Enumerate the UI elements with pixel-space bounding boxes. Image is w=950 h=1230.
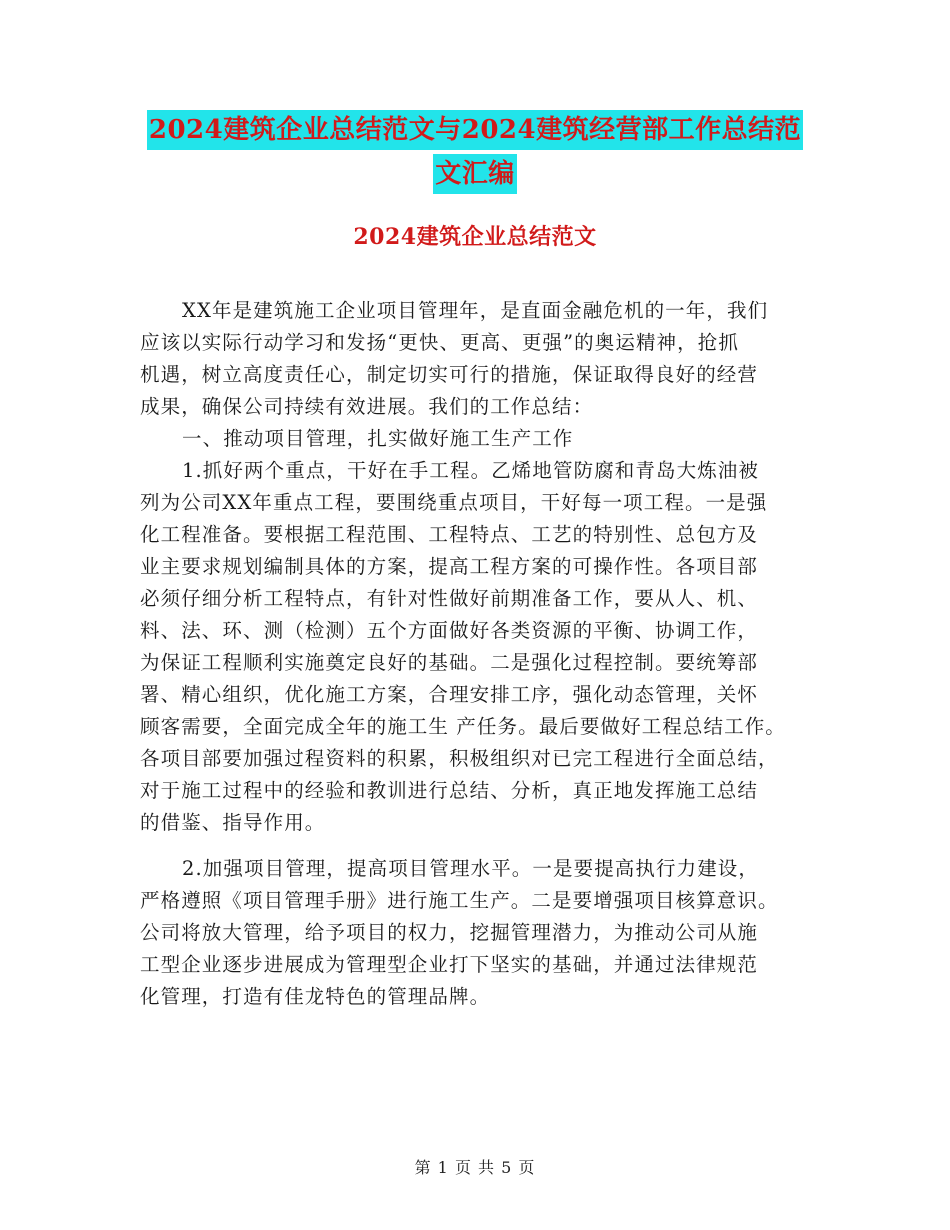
text-line: 化管理，打造有佳龙特色的管理品牌。 [140, 985, 491, 1008]
title-line-1: 2024建筑企业总结范文与2024建筑经营部工作总结范 [147, 110, 803, 150]
text-line: 业主要求规划编制具体的方案，提高工程方案的可操作性。各项目部 [140, 555, 759, 578]
text-line: 应该以实际行动学习和发扬“更快、更高、更强”的奥运精神，抢抓 [140, 331, 739, 354]
text-line: 机遇，树立高度责任心，制定切实可行的措施，保证取得良好的经营 [140, 363, 759, 386]
heading-1: 一、推动项目管理，扎实做好施工生产工作 [182, 427, 574, 450]
paragraph-2 [140, 455, 820, 839]
title-line-2: 文汇编 [433, 154, 517, 194]
section-title: 2024建筑企业总结范文 [353, 224, 597, 250]
page-footer: 第 1 页 共 5 页 [414, 1158, 536, 1177]
paragraph-3 [140, 853, 820, 1013]
text-line: XX年是建筑施工企业项目管理年，是直面金融危机的一年，我们 [182, 299, 769, 322]
text-line: 公司将放大管理，给予项目的权力，挖掘管理潜力，为推动公司从施 [140, 921, 759, 944]
text-line: 的借鉴、指导作用。 [140, 811, 326, 834]
text-line: 工型企业逐步进展成为管理型企业打下坚实的基础，并通过法律规范 [140, 953, 759, 976]
text-line: 为保证工程顺利实施奠定良好的基础。二是强化过程控制。要统筹部 [140, 651, 759, 674]
text-line: 料、法、环、测（检测）五个方面做好各类资源的平衡、协调工作， [140, 619, 759, 642]
document-body [140, 295, 820, 1013]
paragraph-1 [140, 295, 820, 423]
text-line: 成果，确保公司持续有效进展。我们的工作总结： [140, 395, 594, 418]
text-line: 2.加强项目管理，提高项目管理水平。一是要提高执行力建设， [182, 857, 760, 880]
text-line: 1.抓好两个重点，干好在手工程。乙烯地管防腐和青岛大炼油被 [182, 459, 760, 482]
text-line: 化工程准备。要根据工程范围、工程特点、工艺的特别性、总包方及 [140, 523, 759, 546]
text-line: 对于施工过程中的经验和教训进行总结、分析，真正地发挥施工总结 [140, 779, 759, 802]
text-line: 列为公司XX年重点工程，要围绕重点项目，干好每一项工程。一是强 [140, 491, 768, 514]
text-line: 署、精心组织，优化施工方案，合理安排工序，强化动态管理，关怀 [140, 683, 759, 706]
text-line: 各项目部要加强过程资料的积累，积极组织对已完工程进行全面总结， [140, 747, 779, 770]
text-line: 严格遵照《项目管理手册》进行施工生产。二是要增强项目核算意识。 [140, 889, 779, 912]
document-title [0, 110, 950, 194]
text-line: 必须仔细分析工程特点，有针对性做好前期准备工作，要从人、机、 [140, 587, 759, 610]
text-line: 顾客需要，全面完成全年的施工生 产任务。最后要做好工程总结工作。 [140, 715, 786, 738]
